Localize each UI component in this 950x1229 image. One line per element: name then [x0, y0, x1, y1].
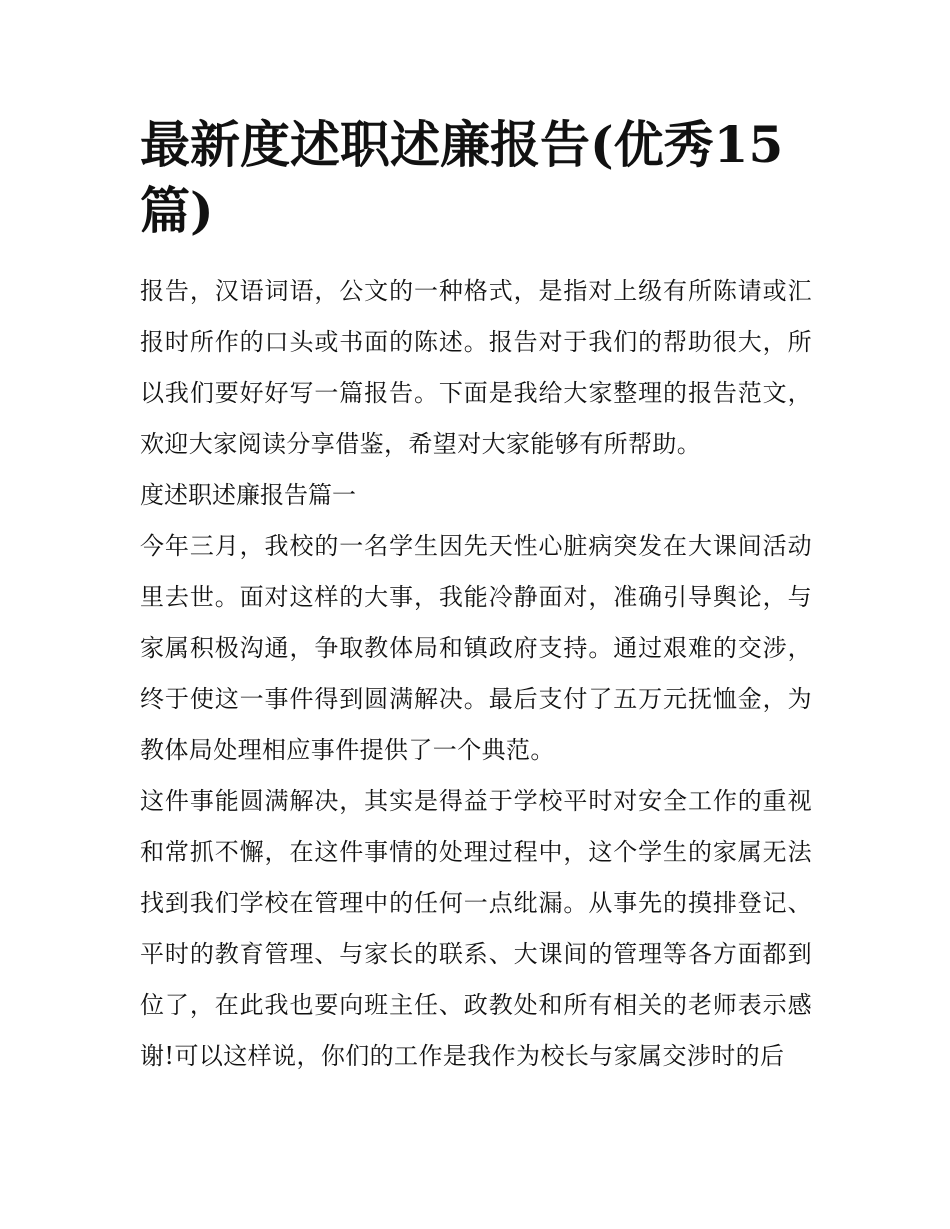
body-paragraph-2: 这件事能圆满解决，其实是得益于学校平时对安全工作的重视和常抓不懈，在这件事情的处理过程中，这个学生的家属无法找到我们学校在管理中的任何一点纰漏。从事先的摸排登记、平时的教育管理、与家长的联系、大课间的管理等各方面都到位了，在此我也要向班主任、政教处和所有相关的老师表示感谢!可以这样说，你们的工作是我作为校长与家属交涉时的后 [140, 787, 812, 1070]
document-title: 最新度述职述廉报告(优秀15篇) [140, 115, 784, 240]
section-heading: 度述职述廉报告篇一 [140, 481, 356, 509]
body-paragraph-1: 今年三月，我校的一名学生因先天性心脏病突发在大课间活动里去世。面对这样的大事，我能冷静面对，准确引导舆论，与家属积极沟通，争取教体局和镇政府支持。通过艰难的交涉，终于使这一事件得到圆满解决。最后支付了五万元抚恤金，为教体局处理相应事件提供了一个典范。 [140, 532, 812, 764]
document-page [140, 112, 812, 1082]
intro-paragraph: 报告，汉语词语，公文的一种格式，是指对上级有所陈请或汇报时所作的口头或书面的陈述。报告对于我们的帮助很大，所以我们要好好写一篇报告。下面是我给大家整理的报告范文，欢迎大家阅读分享借鉴，希望对大家能够有所帮助。 [140, 277, 812, 458]
